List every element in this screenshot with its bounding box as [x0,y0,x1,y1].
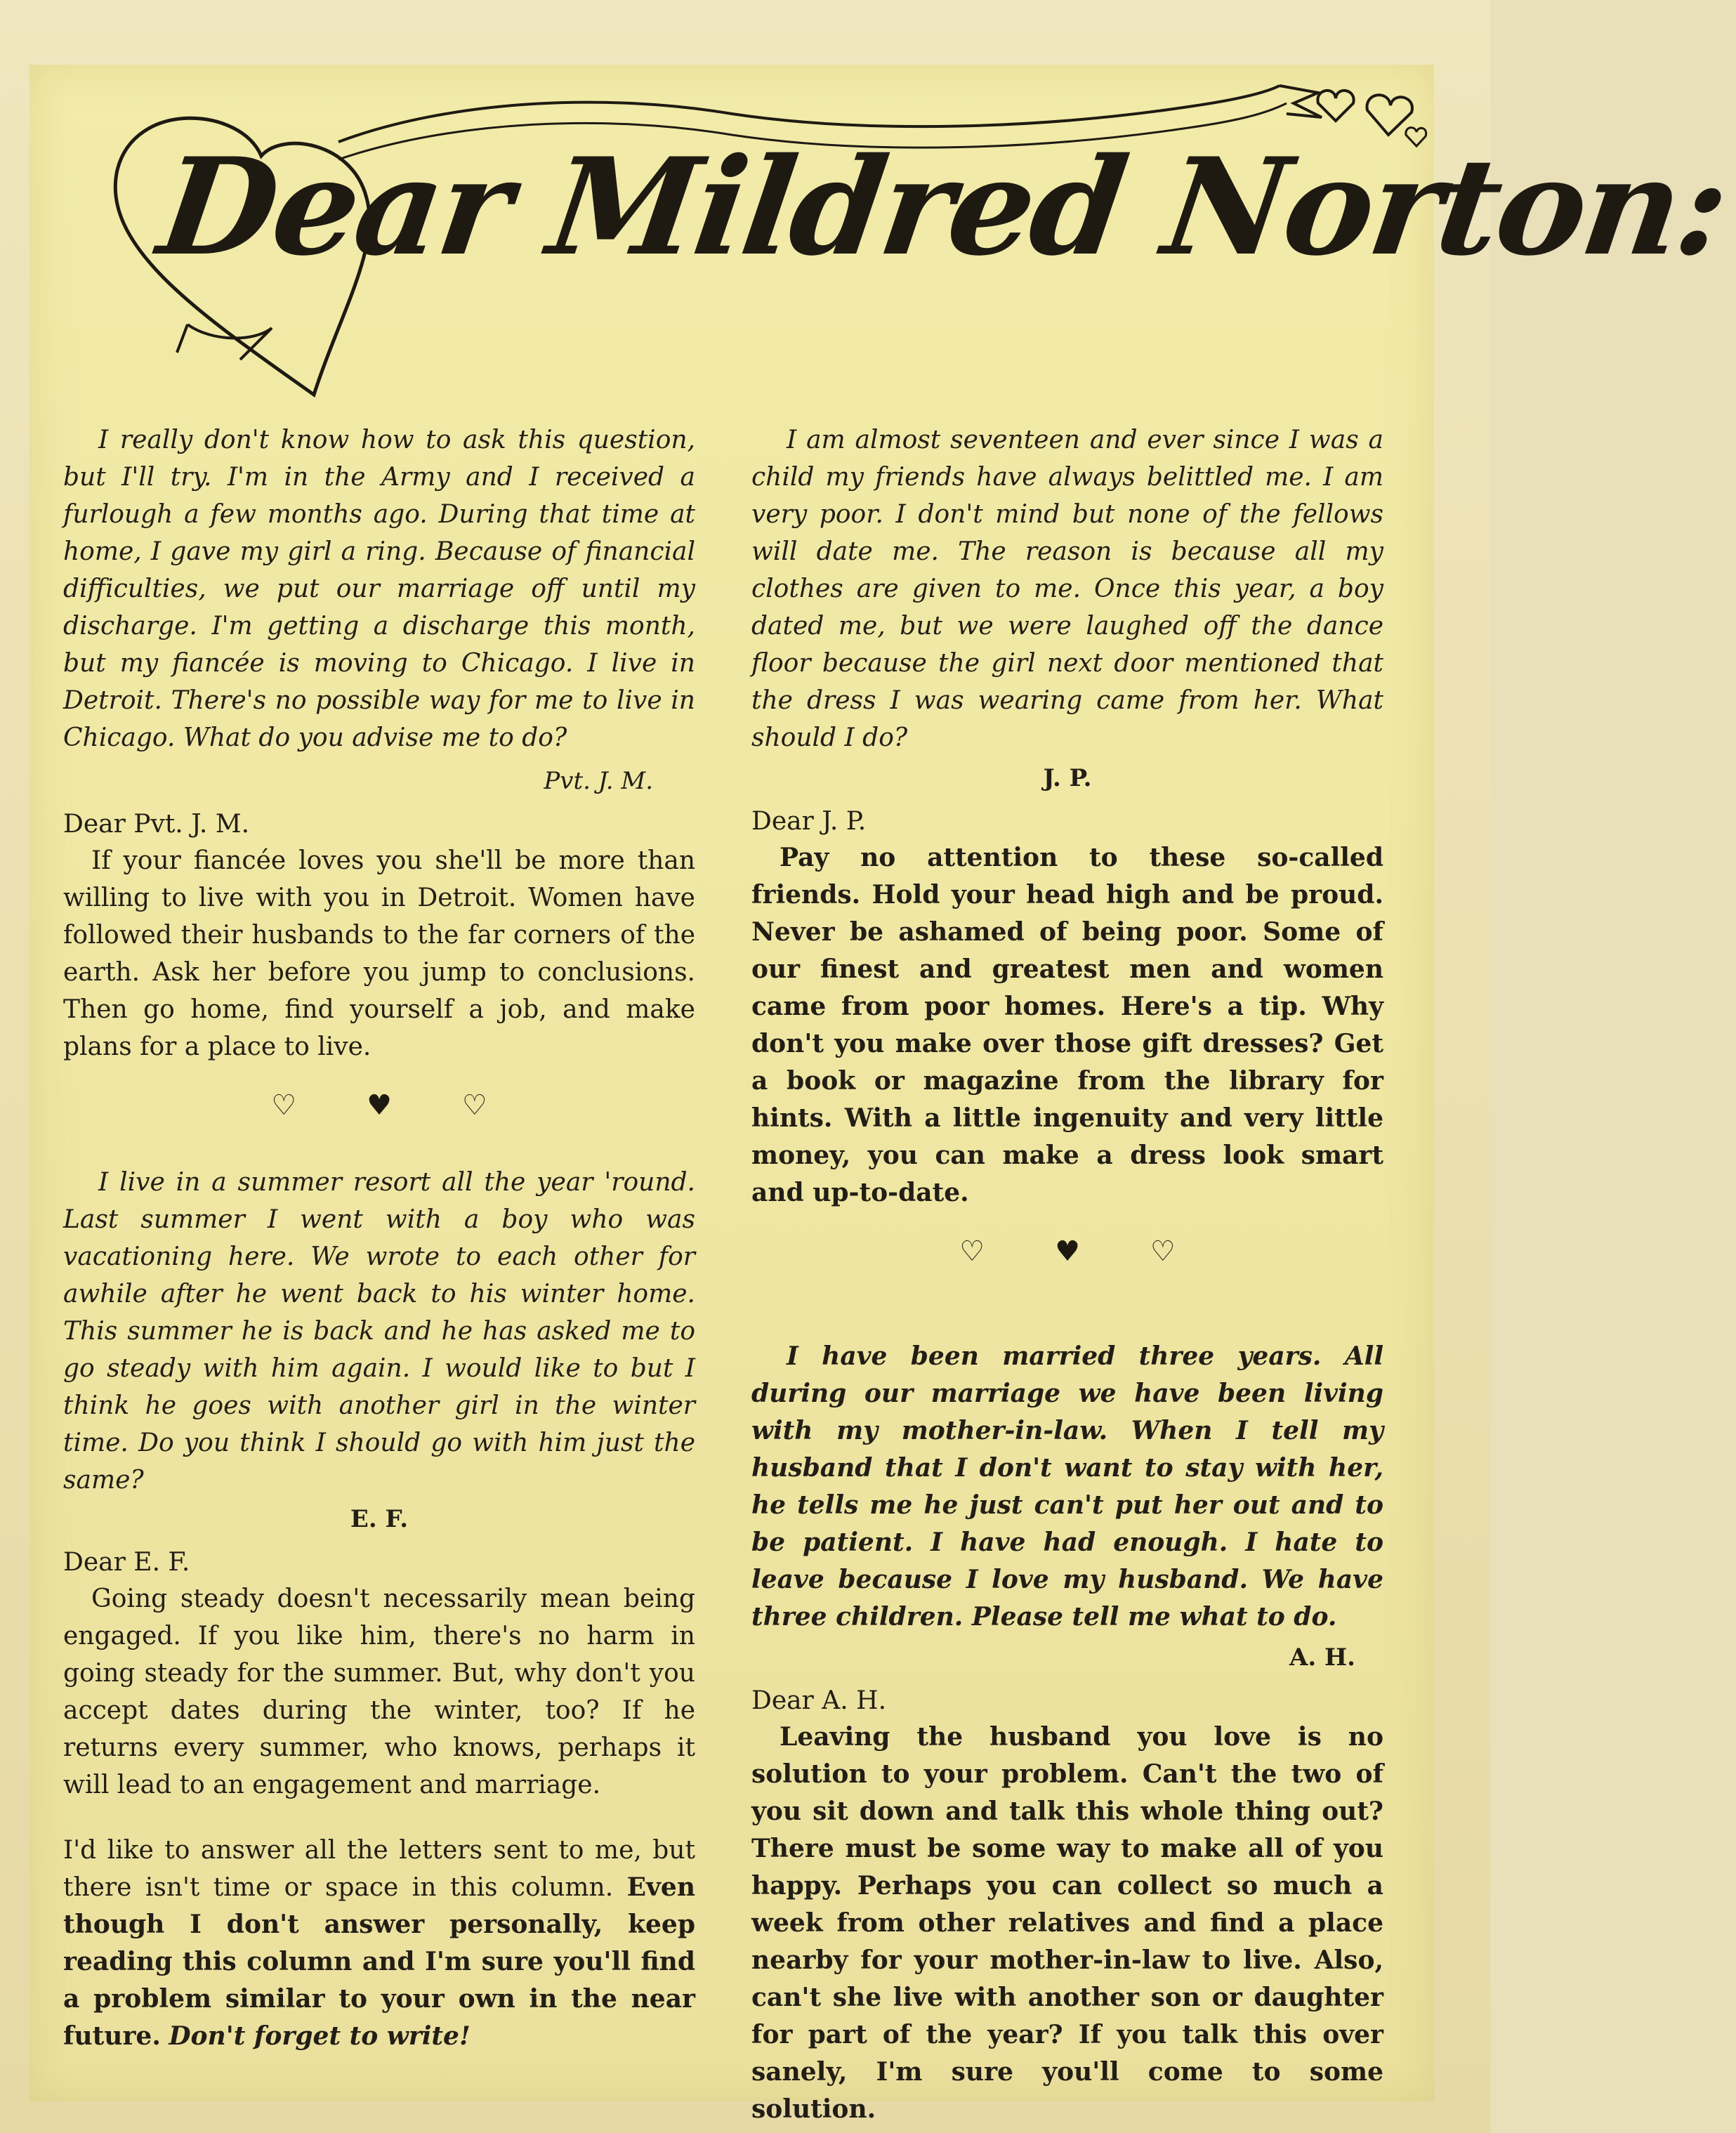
letter-text: I have been married three years. All during our marriage we have been living with my mother-in-law. When I tell my husband that I don't want to stay with her, he tells me he just can't put her out and to be patient. I have had enough. I hate to leave because I love my husband. We have three children. Please tell me what to do. [751,1341,1383,1632]
reply-text: Going steady doesn't necessarily mean being engaged. If you like him, there's no harm in going steady for the summer. But, why don't you accept dates during the winter, too? If he returns every summer, who knows, perhaps it will lead to an engagement and marriage. [63,1584,695,1799]
heart-divider [751,1235,1383,1268]
letter-text: I am almost seventeen and ever since I was a child my friends have always belittled me. I am very poor. I don't mind but none of the fellows will date me. The reason is because all my clothes are given to me. Once this year, a boy dated me, but we were laughed off the dance floor because the girl next door mentioned that the dress I was wearing came from her. What should I do? [751,426,1383,752]
right-column [751,421,1383,2128]
heart-outline-icon: ♡ [1150,1235,1246,1268]
closing-note [63,1832,695,2055]
reply-text: Pay no attention to these so-called friends. Hold your head high and be proud. Never be ashamed of being poor. Some of our finest and greatest men and women came from poor homes. Here's a tip. Why don't you make over those gift dresses? Get a book or magazine from the library for hints. With a little ingenuity and very little money, you can make a dress look smart and up-to-date. [751,843,1383,1207]
letter-signature: E. F. [350,1505,409,1533]
closing-note-part1: I'd like to answer all the letters sent to me, but there isn't time or space in this column. [63,1836,695,1902]
heart-divider [63,1089,695,1122]
reply-text: Leaving the husband you love is no solution to your problem. Can't the two of you sit down and talk this whole thing out? There must be some way to make all of you happy. Perhaps you can collect so much a week from other relatives and find a place nearby for your mother-in-law to live. Also, can't she live with another son or daughter for part of the year? If you talk this over sanely, I'm sure you'll come to some solution. [751,1722,1383,2124]
letter-signature: J. P. [1043,764,1092,792]
letter-text: I really don't know how to ask this question, but I'll try. I'm in the Army and I received a furlough a few months ago. During that time at home, I gave my girl a ring. Because of financial difficulties, we put our marriage off until my discharge. I'm getting a discharge this month, but my fiancée is moving to Chicago. I live in Detroit. There's no possible way for me to live in Chicago. What do you advise me to do? [63,426,695,752]
heart-outline-icon: ♡ [461,1089,558,1122]
reply-text: If your fiancée loves you she'll be more than willing to live with you in Detroit. Women have followed their husbands to the far corners of the earth. Ask her before you jump to conclusions. Then go home, find yourself a job, and make plans for a place to live. [63,846,695,1061]
closing-note-part2: Even though I don't answer personally, keep reading this column and I'm sure you'll find a problem similar to your own in the near future. [63,1872,695,2051]
reply-salutation: Dear A. H. [751,1686,887,1715]
reply-salutation: Dear E. F. [63,1548,190,1577]
letter-text: I live in a summer resort all the year 'round. Last summer I went with a boy who was vacationing here. We wrote to each other for awhile after he went back to his winter home. This summer he is back and he has asked me to go steady with him again. I would like to but I think he goes with another girl in the winter time. Do you think I should go with him just the same? [63,1168,695,1495]
reply-salutation: Dear Pvt. J. M. [63,810,250,839]
heart-solid-icon: ♥ [1055,1235,1150,1268]
left-column [63,421,695,2055]
letter-signature: A. H. [1289,1643,1355,1672]
page-title: Dear Mildred Norton: [150,129,1736,285]
small-heart-icon [1317,91,1353,121]
heart-solid-icon: ♥ [367,1089,462,1122]
closing-note-part3: Don't forget to write! [169,2021,471,2051]
reply-salutation: Dear J. P. [751,807,867,836]
letter-signature: Pvt. J. M. [544,767,653,795]
heart-outline-icon: ♡ [271,1089,367,1122]
heart-outline-icon: ♡ [959,1235,1056,1268]
